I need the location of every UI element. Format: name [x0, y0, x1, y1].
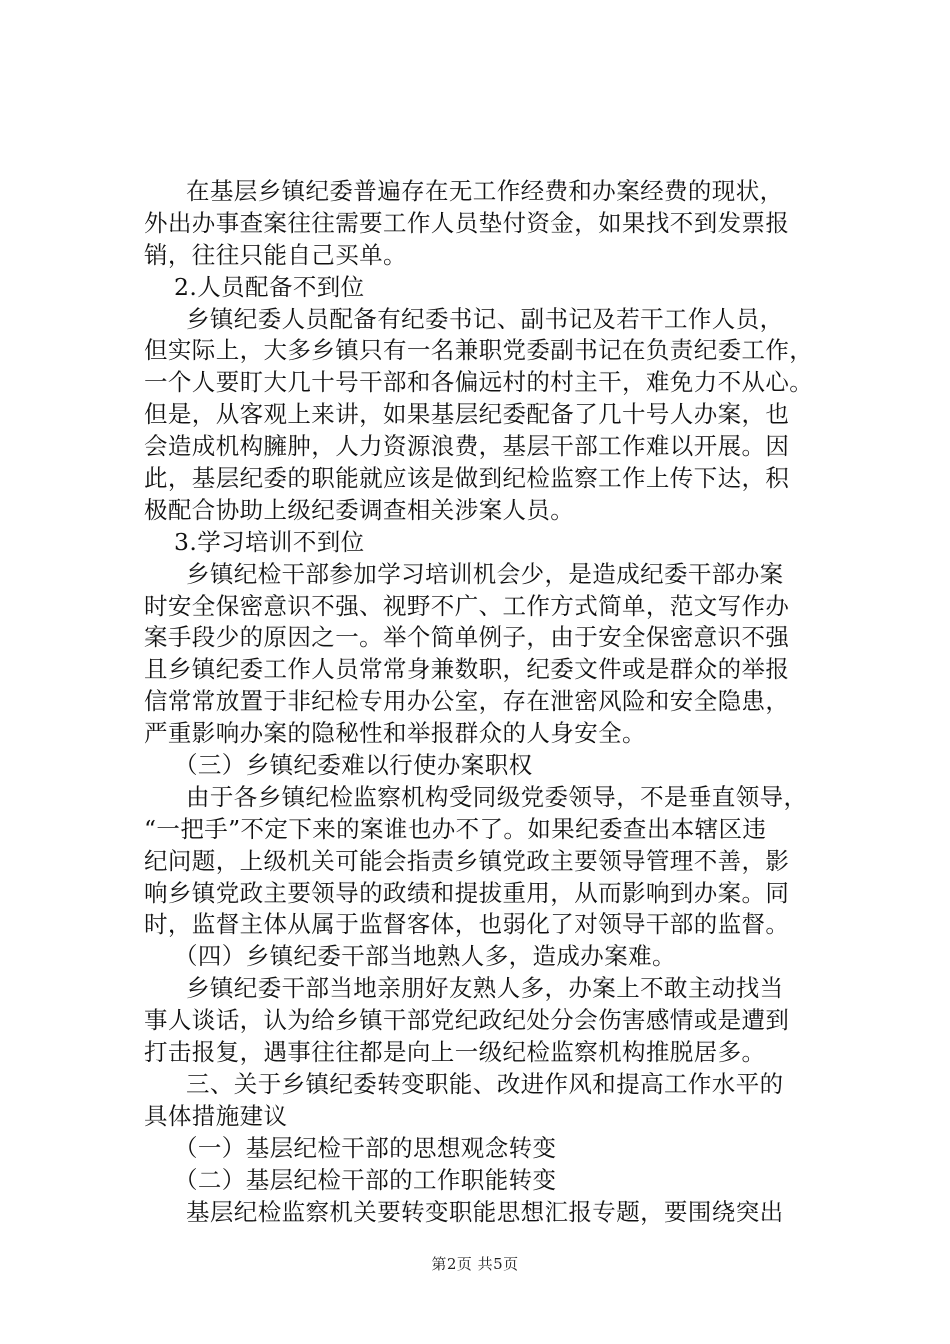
text-line: 三、关于乡镇纪委转变职能、改进作风和提高工作水平的: [186, 1069, 784, 1098]
page-footer: 第2页 共5页: [431, 1255, 519, 1273]
text-line: 此，基层纪委的职能就应该是做到纪检监察工作上传下达，积: [144, 464, 790, 493]
text-line: 案手段少的原因之一。举个简单例子，由于安全保密意识不强: [144, 623, 790, 652]
text-line: （一）基层纪检干部的思想观念转变: [174, 1133, 557, 1162]
text-line: 乡镇纪检干部参加学习培训机会少，是造成纪委干部办案: [186, 559, 784, 588]
text-line: 纪问题，上级机关可能会指责乡镇党政主要领导管理不善，影: [144, 846, 790, 875]
text-line: 事人谈话，认为给乡镇干部党纪政纪处分会伤害感情或是遭到: [144, 1006, 790, 1035]
text-line: （二）基层纪检干部的工作职能转变: [174, 1165, 557, 1194]
text-line: 会造成机构臃肿，人力资源浪费，基层干部工作难以开展。因: [144, 432, 790, 461]
text-line: 销，往往只能自己买单。: [144, 240, 407, 269]
document-body: [144, 176, 834, 1228]
text-line: （四）乡镇纪委干部当地熟人多，造成办案难。: [174, 942, 676, 971]
text-line: 乡镇纪委干部当地亲朋好友熟人多，办案上不敢主动找当: [186, 974, 784, 1003]
text-line: 但是，从客观上来讲，如果基层纪委配备了几十号人办案，也: [144, 400, 790, 429]
text-line: 时安全保密意识不强、视野不广、工作方式简单，范文写作办: [144, 591, 790, 620]
text-line: 响乡镇党政主要领导的政绩和提拔重用，从而影响到办案。同: [144, 878, 790, 907]
text-line: 打击报复，遇事往往都是向上一级纪检监察机构推脱居多。: [144, 1038, 766, 1067]
text-line: 外出办事查案往往需要工作人员垫付资金，如果找不到发票报: [144, 208, 790, 237]
text-line: 乡镇纪委人员配备有纪委书记、副书记及若干工作人员，: [186, 304, 784, 333]
text-line: 由于各乡镇纪检监察机构受同级党委领导，不是垂直领导，: [186, 782, 808, 811]
text-line: 2.人员配备不到位: [174, 272, 365, 301]
text-line: 基层纪检监察机关要转变职能思想汇报专题，要围绕突出: [186, 1197, 784, 1226]
text-line: 且乡镇纪委工作人员常常身兼数职，纪委文件或是群众的举报: [144, 655, 790, 684]
text-line: 具体措施建议: [144, 1101, 288, 1130]
text-line: 信常常放置于非纪检专用办公室，存在泄密风险和安全隐患，: [144, 687, 790, 716]
text-line: 在基层乡镇纪委普遍存在无工作经费和办案经费的现状，: [186, 177, 784, 205]
text-line: 但实际上，大多乡镇只有一名兼职党委副书记在负责纪委工作，: [144, 336, 814, 365]
text-line: 时，监督主体从属于监督客体，也弱化了对领导干部的监督。: [144, 910, 790, 939]
text-line: 3.学习培训不到位: [174, 527, 365, 556]
text-line: （三）乡镇纪委难以行使办案职权: [174, 751, 533, 780]
text-line: 严重影响办案的隐秘性和举报群众的人身安全。: [144, 719, 646, 748]
text-line: 一个人要盯大几十号干部和各偏远村的村主干，难免力不从心。: [144, 368, 814, 397]
text-line: “一把手”不定下来的案谁也办不了。如果纪委查出本辖区违: [144, 814, 767, 843]
text-line: 极配合协助上级纪委调查相关涉案人员。: [144, 495, 575, 524]
